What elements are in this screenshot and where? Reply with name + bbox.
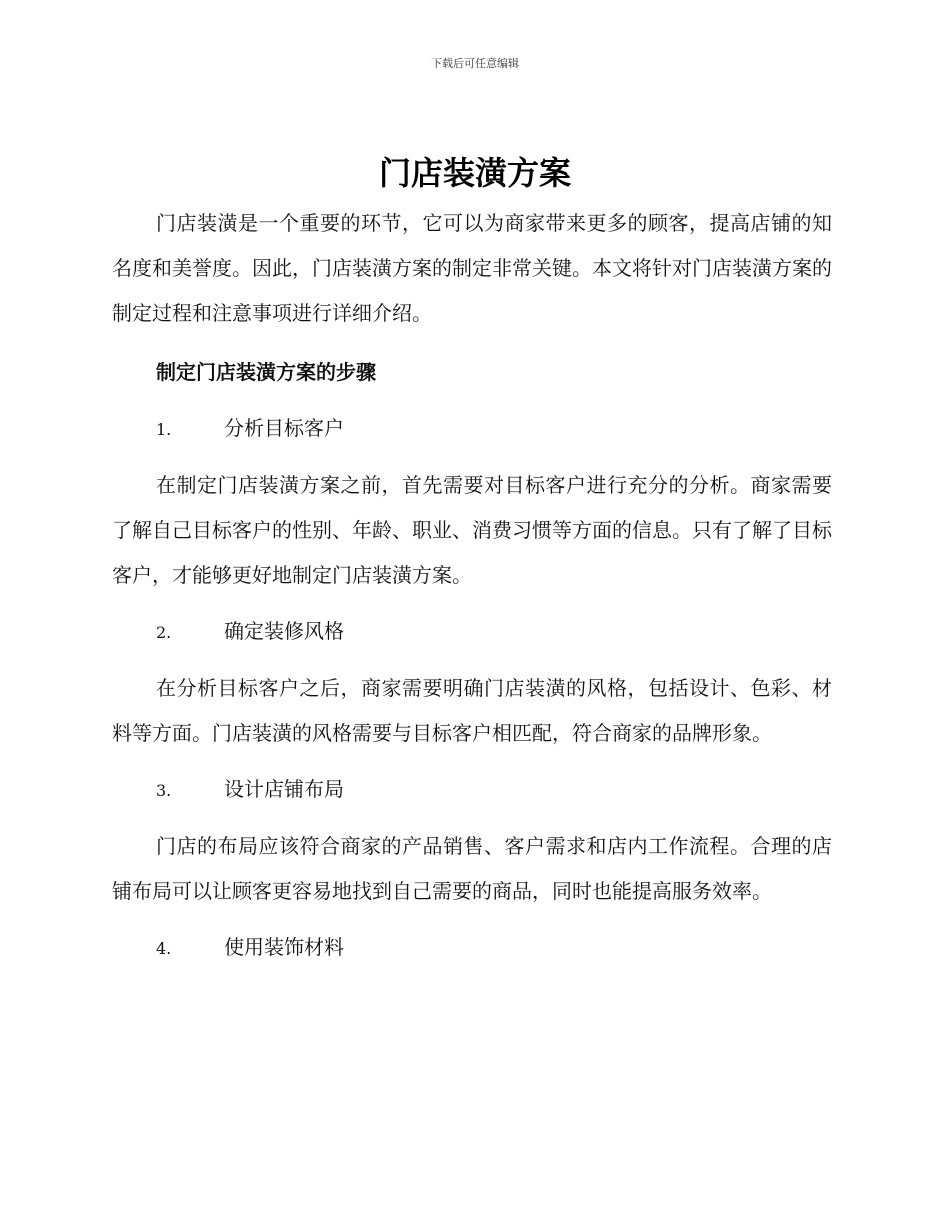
step-number: 1. xyxy=(156,420,172,439)
step-paragraph-2: 在分析目标客户之后，商家需要明确门店装潢的风格，包括设计、色彩、材料等方面。门店装潢的风格需要与目标客户相匹配，符合商家的品牌形象。 xyxy=(112,676,832,745)
step-item-4 xyxy=(112,925,832,971)
step-number: 4. xyxy=(156,939,172,958)
step-label: 设计店铺布局 xyxy=(224,777,344,801)
step-label: 分析目标客户 xyxy=(224,416,344,440)
document-title: 门店装潢方案 xyxy=(378,154,571,192)
step-item-1 xyxy=(112,406,832,452)
step-paragraph-1: 在制定门店装潢方案之前，首先需要对目标客户进行充分的分析。商家需要了解自己目标客户的性别、年龄、职业、消费习惯等方面的信息。只有了解了目标客户，才能够更好地制定门店装潢方案。 xyxy=(112,473,832,587)
step-item-2 xyxy=(112,609,832,655)
step-label: 确定装修风格 xyxy=(224,619,344,643)
step-number: 3. xyxy=(156,781,172,800)
step-label: 使用装饰材料 xyxy=(224,935,344,959)
step-item-3 xyxy=(112,767,832,813)
step-paragraph-3: 门店的布局应该符合商家的产品销售、客户需求和店内工作流程。合理的店铺布局可以让顾客更容易地找到自己需要的商品，同时也能提高服务效率。 xyxy=(112,834,832,903)
header-note: 下载后可任意编辑 xyxy=(431,57,519,70)
step-number: 2. xyxy=(156,623,172,642)
intro-paragraph: 门店装潢是一个重要的环节，它可以为商家带来更多的顾客，提高店铺的知名度和美誉度。因此，门店装潢方案的制定非常关键。本文将针对门店装潢方案的制定过程和注意事项进行详细介绍。 xyxy=(112,211,832,325)
document-body xyxy=(112,201,832,982)
section-heading: 制定门店装潢方案的步骤 xyxy=(156,360,376,384)
